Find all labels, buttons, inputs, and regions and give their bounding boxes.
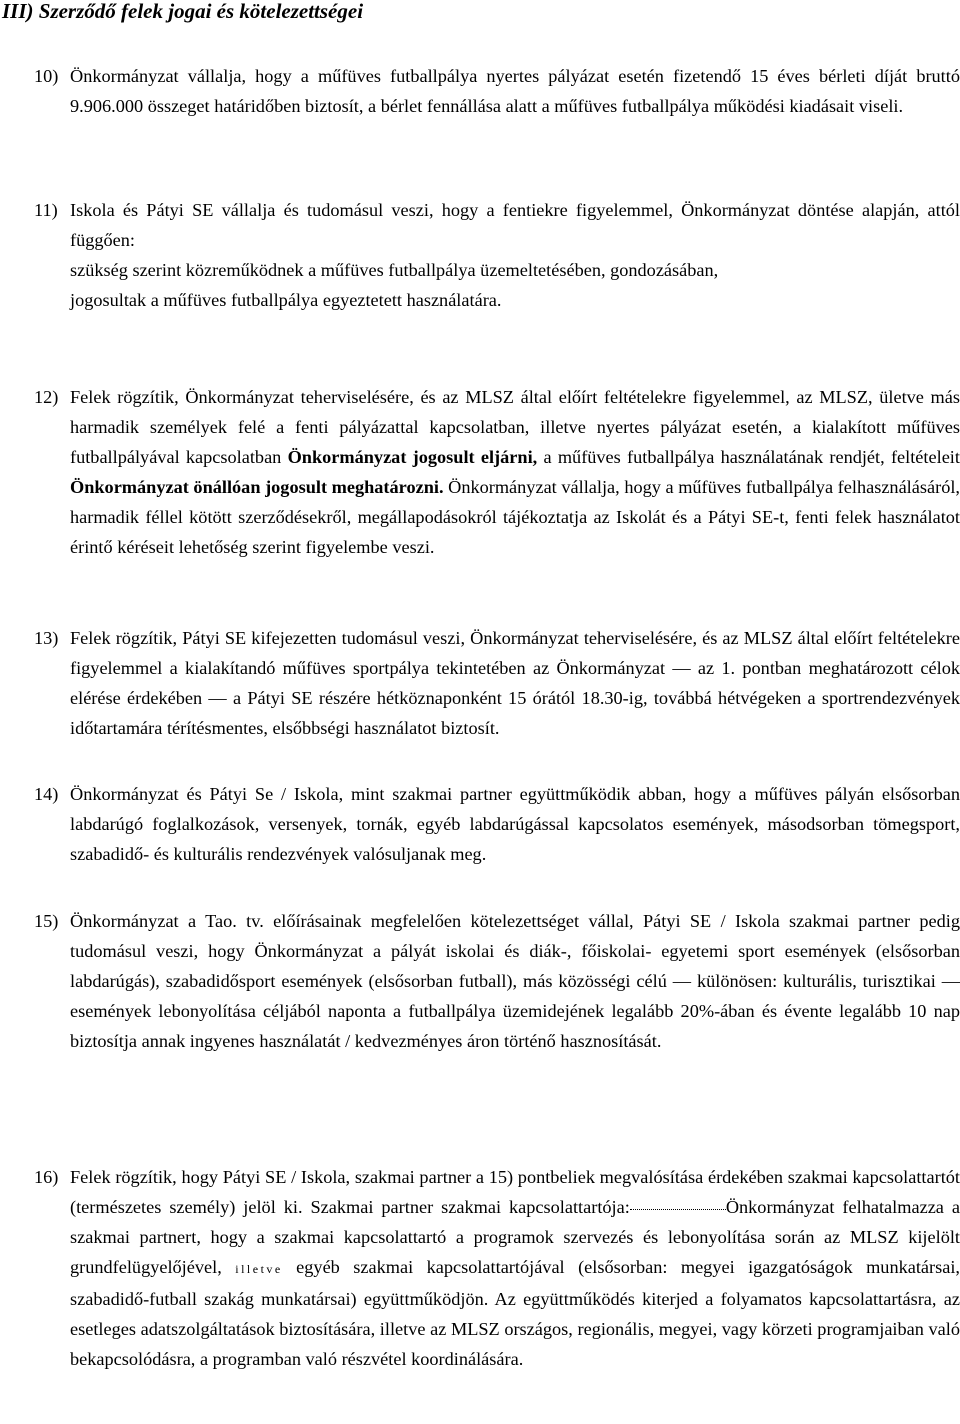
text-run: Felek rögzítik, hogy Pátyi SE / Iskola, szakmai partner a 15) pontbeliek megvalósítása érdekében szakmai kapcsolattartót (természetes személy) jelöl ki. Szakmai partner szakmai kapcsolattartója: bbox=[70, 1167, 960, 1217]
item-text: Önkormányzat a Tao. tv. előírásainak megfelelően kötelezettséget vállal, Pátyi SE / Iskola szakmai partner pedig tudomásul veszi, hogy Önkormányzat a pályát iskolai és diák-, főiskolai- egyetemi sport események (elsősorban labdarúgás), szabadidősport események (elsősorban futball), más közösségi célú — különösen: kulturális, turisztikai — események lebonyolítása céljából naponta a futballpálya üzemidejének legalább 20%-ában és évente legalább 10 nap biztosítja annak ingyenes használatát / kedvezményes áron történő hasznosítását. bbox=[70, 911, 960, 1051]
small-text: illetve bbox=[235, 1262, 283, 1276]
list-item-15 bbox=[34, 906, 960, 1056]
item-subpoint: szükség szerint közreműködnek a műfüves futballpálya üzemeltetésében, gondozásában, bbox=[70, 260, 719, 280]
bold-text: Önkormányzat önállóan jogosult meghatározni. bbox=[70, 477, 444, 497]
text-run: egyéb szakmai kapcsolattartójával (elsősorban: megyei igazgatóságok munkatársai, szabadidő-futball szakág munkatársai) együttműködjön. Az együttműködés kiterjed a folyamatos kapcsolattartásra, az esetleges adatszolgáltatások biztosítására, illetve az MLSZ országos, regionális, megyei, vagy körzeti programjaiban való bekapcsolódásra, a programban való részvétel koordinálására. bbox=[70, 1257, 960, 1369]
item-text: Felek rögzítik, Pátyi SE kifejezetten tudomásul veszi, Önkormányzat teherviselésére, és az MLSZ által előírt feltételekre figyelemmel a kialakítandó műfüves sportpálya tekintetében az Önkormányzat — az 1. pontban meghatározott célok elérése érdekében — a Pátyi SE részére hétköznaponként 15 órától 18.30-ig, továbbá hétvégeken a sportrendezvények időtartamára térítésmentes, elsőbbségi használatot biztosít. bbox=[70, 628, 960, 738]
list-item-11 bbox=[34, 195, 960, 315]
text-run: Önkormányzat vállalja, hogy a műfüves futballpálya felhasználásáról, harmadik féllel kötött szerződésekről, megállapodásokról tájékoztatja az Iskolát és a Pátyi SE-t, fenti felek használatot érintő kéréseit lehetőség szerint figyelembe veszi. bbox=[70, 477, 960, 557]
section-heading: III) Szerződő felek jogai és kötelezettségei bbox=[2, 0, 364, 23]
item-text: Önkormányzat vállalja, hogy a műfüves futballpálya nyertes pályázat esetén fizetendő 15 éves bérleti díját bruttó 9.906.000 összeget határidőben biztosít, a bérlet fennállása alatt a műfüves futballpálya működési kiadásait viseli. bbox=[70, 66, 960, 116]
list-item-13 bbox=[34, 623, 960, 743]
text-run: a műfüves futballpálya használatának rendjét, feltételeit bbox=[543, 447, 960, 467]
item-text bbox=[70, 1162, 960, 1374]
item-number: 13) bbox=[34, 628, 59, 648]
item-number: 11) bbox=[34, 200, 58, 220]
item-text bbox=[70, 382, 960, 562]
bold-text: Önkormányzat jogosult eljárni, bbox=[287, 447, 538, 467]
item-number: 15) bbox=[34, 911, 59, 931]
item-intro: Iskola és Pátyi SE vállalja és tudomásul veszi, hogy a fentiekre figyelemmel, Önkormányzat döntése alapján, attól függően: bbox=[70, 200, 960, 250]
item-number: 16) bbox=[34, 1167, 59, 1187]
item-text: Önkormányzat és Pátyi Se / Iskola, mint szakmai partner együttműködik abban, hogy a műfüves pályán elsősorban labdarúgó foglalkozások, versenyek, tornák, egyéb labdarúgással kapcsolatos események, másodsorban tömegsport, szabadidő- és kulturális rendezvények valósuljanak meg. bbox=[70, 784, 960, 864]
item-number: 14) bbox=[34, 784, 59, 804]
blank-fill-line bbox=[630, 1208, 726, 1210]
item-subpoint: jogosultak a műfüves futballpálya egyeztetett használatára. bbox=[70, 290, 502, 310]
list-item-16 bbox=[34, 1162, 960, 1374]
text-run: Felek rögzítik, Önkormányzat teherviselésére, és az MLSZ által előírt feltételekre figyelemmel, az MLSZ, ületve más harmadik személyek felé a fenti pályázattal kapcsolatban, illetve nyertes pályázat esetén, a kialakított műfüves futballpályával kapcsolatban bbox=[70, 387, 960, 467]
list-item-10 bbox=[34, 61, 960, 121]
list-item-12 bbox=[34, 382, 960, 562]
list-item-14 bbox=[34, 779, 960, 869]
text-run: Önkormányzat felhatalmazza a szakmai partnert, hogy a szakmai kapcsolattartó a programok szervezés és lebonyolítása során az MLSZ kijelölt grundfelügyelőjével, bbox=[70, 1197, 960, 1277]
item-number: 12) bbox=[34, 387, 59, 407]
item-number: 10) bbox=[34, 66, 59, 86]
